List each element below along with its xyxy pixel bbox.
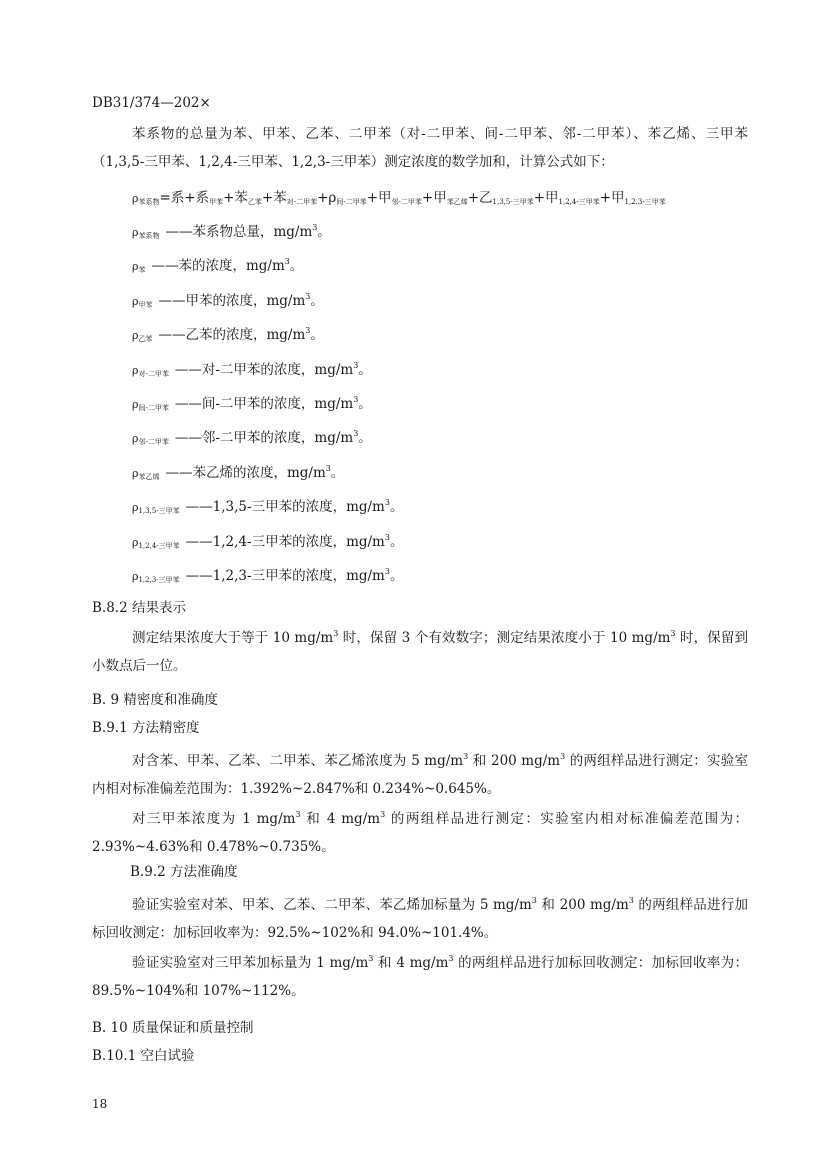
definition-text: ——1,2,4-三甲苯的浓度，mg/m [185,533,385,550]
formula-term: +乙 [467,190,493,206]
definition-subscript: 甲苯 [138,300,153,309]
definition-text: ——苯乙烯的浓度，mg/m [165,464,326,481]
definition-subscript: 苯系物 [138,232,160,240]
b91-paragraph-1: 对含苯、甲苯、乙苯、二甲苯、苯乙烯浓度为 5 $mg/m^3$ 和 200 $mg/m^3$ 的两组样品进行测定：实验室内相对标准偏差范围为：1.392%~2.847%和 0.234%~0.645%。 [92,752,748,797]
definition-superscript: 3 [325,463,331,473]
formula-term-subscript: 间-二甲苯 [336,198,367,206]
definition-text: ——间-二甲苯的浓度，mg/m [174,396,354,412]
formula-rho: ρ [132,192,139,205]
definition-rho: ρ [132,535,139,549]
definition-subscript: 1,2,4-三甲苯 [138,541,180,550]
document-code: DB31/374—202× [92,95,211,111]
definition-rho: ρ [132,260,139,274]
definition-rho: ρ [132,466,139,480]
formula-term-subscript: 1,2,4-三甲苯 [558,198,600,206]
section-b101-heading: B.10.1 空白试验 [92,1048,195,1064]
formula-lhs-subscript: 苯系物 [138,198,160,206]
definition-superscript: 3 [312,223,318,232]
formula-term: +系 [184,190,210,206]
definition-end: 。 [389,568,404,584]
section-b91-heading: B.9.1 方法精密度 [92,720,200,736]
definition-item [132,289,324,310]
definition-item [132,358,372,379]
formula-term-subscript: 苯乙烯 [446,198,468,206]
definition-subscript: 1,3,5-三甲苯 [138,507,180,516]
definition-superscript: 3 [384,567,390,576]
definition-item [132,426,372,447]
definition-item [132,461,344,482]
definition-text: ——苯系物总量，mg/m [165,224,313,240]
definition-subscript: 对-二甲苯 [138,369,169,378]
definition-rho: ρ [132,398,139,411]
b82-paragraph: 测定结果浓度大于等于 10 $mg/m^3$ 时，保留 3 个有效数字；测定结果浓度小于 10 $mg/m^3$ 时，保留到小数点后一位。 [92,629,748,674]
section-b10-heading: B. 10 质量保证和质量控制 [92,1020,254,1036]
section-b82-heading: B.8.2 结果表示 [92,600,186,616]
definition-subscript: 邻-二甲苯 [138,438,169,447]
formula-term: +甲 [533,190,559,206]
definition-item [132,530,403,551]
definition-end: 。 [389,499,404,516]
section-b92-heading: B.9.2 方法准确度 [130,864,238,880]
definition-subscript: 1,2,3-三甲苯 [138,576,180,584]
definition-rho: ρ [132,501,139,515]
definition-superscript: 3 [384,498,390,508]
definition-end: 。 [358,361,372,378]
formula-term-subscript: 1,3,5-三甲苯 [492,198,534,206]
definition-item [132,495,403,516]
definition-end: 。 [317,224,331,240]
definition-item [132,392,372,413]
definition-text: ——1,3,5-三甲苯的浓度，mg/m [185,499,385,516]
intro-paragraph: 苯系物的总量为苯、甲苯、乙苯、二甲苯（对-二甲苯、间-二甲苯、邻-二甲苯）、苯乙烯、三甲苯（1,3,5-三甲苯、1,2,4-三甲苯、1,2,3-三甲苯）测定浓度的数学加和，计算公式如下： [92,126,748,170]
definition-item [132,564,403,585]
formula-term: +苯 [223,190,248,206]
definition-text: ——甲苯的浓度，mg/m [158,292,306,309]
definition-end: 。 [358,430,372,447]
definition-superscript: 3 [284,257,290,267]
definition-superscript: 3 [353,395,359,404]
definition-text: ——1,2,3-三甲苯的浓度，mg/m [185,568,385,584]
definition-rho: ρ [132,329,139,343]
definition-end: 。 [358,396,372,412]
definition-text: ——邻-二甲苯的浓度，mg/m [174,430,354,447]
definition-end: 。 [330,464,345,481]
definition-subscript: 间-二甲苯 [138,404,169,412]
definition-end: 。 [389,533,404,550]
formula-term-subscript: 乙苯 [247,198,262,206]
definition-end: 。 [310,327,324,344]
definition-superscript: 3 [384,532,390,542]
total-formula [132,186,666,207]
definition-subscript: 乙苯 [138,335,153,344]
b92-paragraph-1: 验证实验室对苯、甲苯、乙苯、二甲苯、苯乙烯加标量为 5 $mg/m^3$ 和 200 $mg/m^3$ 的两组样品进行加标回收测定：加标回收率为：92.5%~102%和 94.0%~101.4%。 [92,896,749,941]
formula-term-subscript: 1,2,3-三甲苯 [624,198,666,206]
formula-term: +ρ [317,190,337,206]
definition-text: ——对-二甲苯的浓度，mg/m [174,361,354,378]
definition-text: ——苯的浓度，mg/m [151,258,285,275]
definition-rho: ρ [132,363,139,377]
definition-item [132,323,324,344]
definition-rho: ρ [132,226,139,239]
formula-term-subscript: 甲苯 [209,198,224,206]
definition-superscript: 3 [305,326,311,336]
page-number: 18 [92,1097,108,1111]
definition-subscript: 苯乙烯 [138,472,160,481]
definition-superscript: 3 [353,360,359,370]
definition-end: 。 [289,258,304,275]
formula-term: +苯 [261,190,287,206]
b91-paragraph-2: 对三甲苯浓度为 1 $mg/m^3$ 和 4 $mg/m^3$ 的两组样品进行测定：实验室内相对标准偏差范围为：2.93%~4.63%和 0.478%~0.735%。 [92,810,749,855]
definition-end: 。 [310,292,324,309]
formula-term-subscript: 对-二甲苯 [286,198,318,206]
definition-superscript: 3 [353,429,359,439]
definition-superscript: 3 [305,291,311,301]
section-b9-heading: B. 9 精密度和准确度 [92,692,218,708]
definition-rho: ρ [132,570,139,583]
formula-term: +甲 [421,190,447,206]
b92-paragraph-2: 验证实验室对三甲苯加标量为 1 $mg/m^3$ 和 4 $mg/m^3$ 的两组样品进行加标回收测定：加标回收率为：89.5%~104%和 107%~112%。 [92,954,749,999]
definition-rho: ρ [132,294,139,308]
formula-term: =系 [159,190,185,206]
formula-term: +甲 [366,190,392,206]
formula-term: +甲 [599,190,625,206]
definition-item [132,254,303,275]
definition-text: ——乙苯的浓度，mg/m [158,327,306,344]
definition-subscript: 苯 [138,266,146,275]
definition-item [132,220,331,241]
formula-term-subscript: 邻-二甲苯 [391,198,422,206]
definition-rho: ρ [132,432,139,446]
